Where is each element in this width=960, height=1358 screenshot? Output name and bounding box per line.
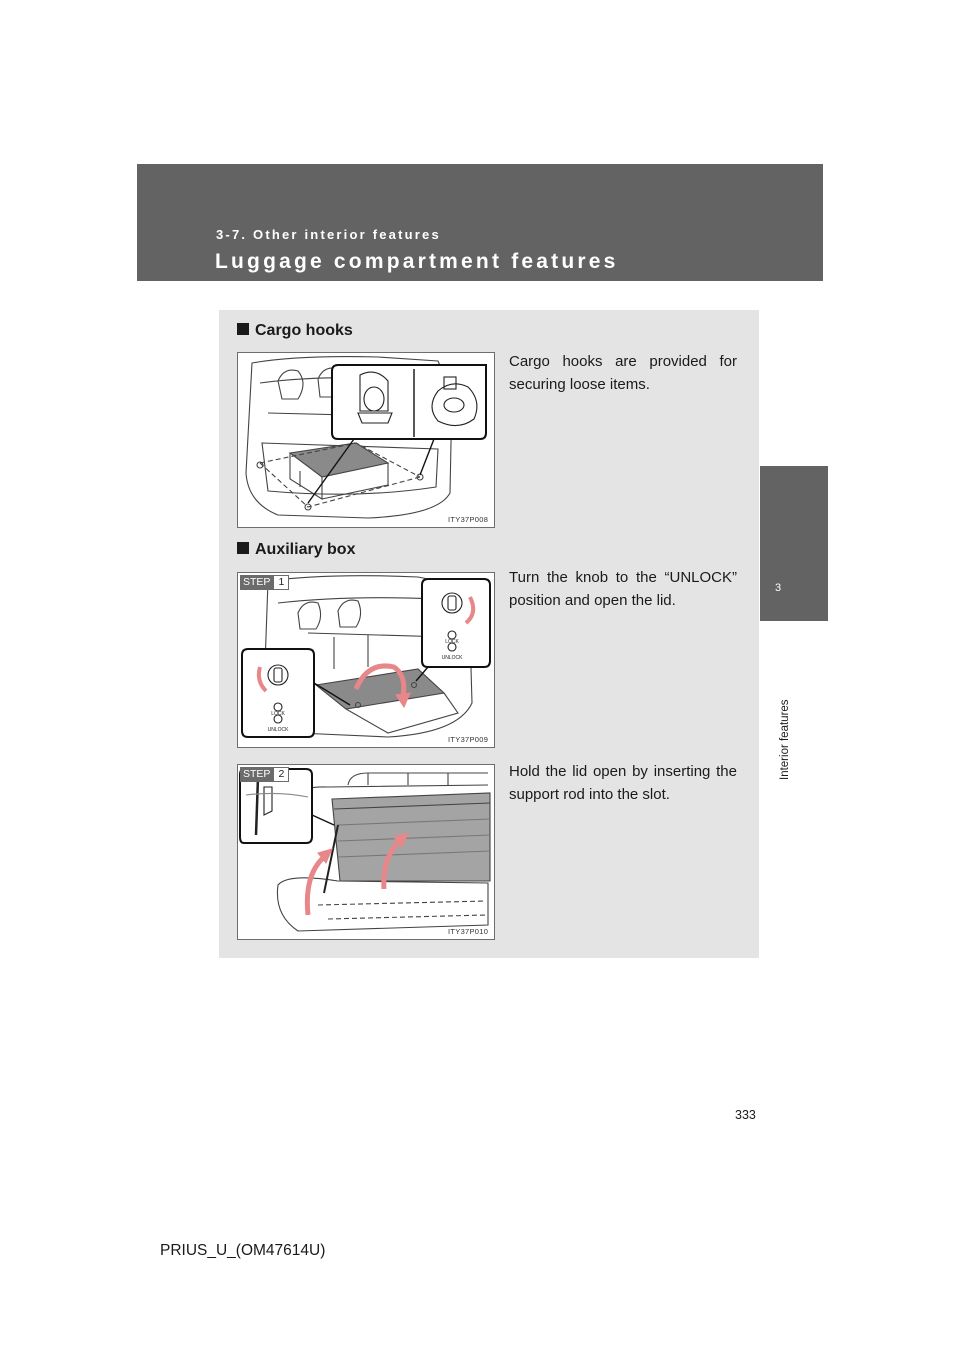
cargo-hooks-heading xyxy=(237,322,353,340)
lock-label-left: LOCK xyxy=(271,711,285,717)
section-label: 3-7. Other interior features xyxy=(216,227,441,242)
square-bullet-icon xyxy=(237,542,249,554)
step-badge xyxy=(240,767,289,782)
step-word: STEP xyxy=(240,575,273,590)
step-badge xyxy=(240,575,289,590)
unlock-label-right: UNLOCK xyxy=(441,655,463,661)
auxiliary-box-heading xyxy=(237,541,355,559)
step1-figure xyxy=(237,572,495,748)
step-word: STEP xyxy=(240,767,273,782)
cargo-hooks-figure xyxy=(237,352,495,528)
chapter-tab xyxy=(760,466,828,621)
figure-code: ITY37P008 xyxy=(448,515,489,524)
auxiliary-box-support-rod-illustration xyxy=(238,765,494,939)
figure-code: ITY37P010 xyxy=(448,927,489,936)
unlock-label-left: UNLOCK xyxy=(267,727,289,733)
step-number: 2 xyxy=(273,767,289,782)
step-number: 1 xyxy=(273,575,289,590)
step2-text: Hold the lid open by inserting the support rod into the slot. xyxy=(509,763,737,803)
auxiliary-box-heading-text: Auxiliary box xyxy=(255,541,356,558)
page-title: Luggage compartment features xyxy=(215,250,619,273)
step1-text: Turn the knob to the “UNLOCK” position and open the lid. xyxy=(509,569,737,609)
cargo-hooks-heading-text: Cargo hooks xyxy=(255,322,353,339)
page-number: 333 xyxy=(735,1108,756,1122)
figure-code: ITY37P009 xyxy=(448,735,489,744)
lock-label-right: LOCK xyxy=(445,639,459,645)
footer-code: PRIUS_U_(OM47614U) xyxy=(160,1242,326,1259)
content-panel xyxy=(219,310,759,958)
square-bullet-icon xyxy=(237,323,249,335)
cargo-hooks-illustration xyxy=(238,353,494,527)
chapter-number: 3 xyxy=(775,582,782,594)
auxiliary-box-unlock-illustration xyxy=(238,573,494,747)
step2-figure xyxy=(237,764,495,940)
chapter-title: Interior features xyxy=(779,699,791,780)
cargo-hooks-text: Cargo hooks are provided for securing loose items. xyxy=(509,353,737,393)
